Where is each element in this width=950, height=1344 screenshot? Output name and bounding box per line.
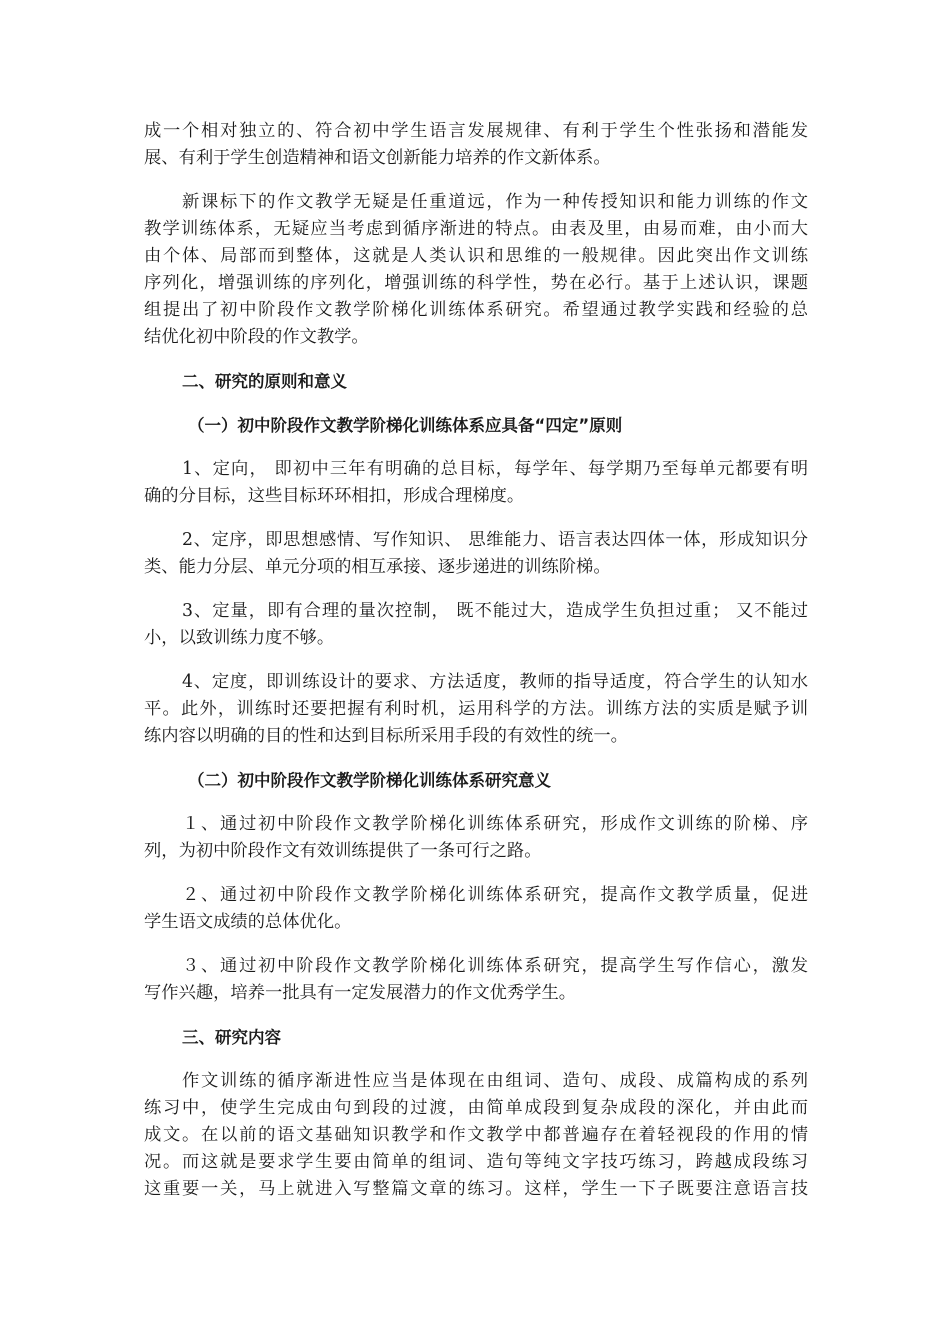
paragraph-line: 4、定度，即训练设计的要求、方法适度，教师的指导适度，符合学生的认知水 xyxy=(182,672,808,692)
paragraph-line: 练习中，使学生完成由句到段的过渡，由简单成段到复杂成段的深化，并由此而 xyxy=(144,1098,808,1118)
paragraph-line: 1、定向， 即初中三年有明确的总目标，每学年、每学期乃至每单元都要有明 xyxy=(182,459,808,479)
paragraph xyxy=(144,1068,808,1203)
paragraph-line: 成一个相对独立的、符合初中学生语言发展规律、有利于学生个性张扬和潜能发 xyxy=(144,121,808,141)
paragraph-line: 2、定序，即思想感情、写作知识、 思维能力、语言表达四体一体，形成知识分 xyxy=(182,530,808,550)
paragraph xyxy=(144,456,808,510)
section-heading: 三、研究内容 xyxy=(182,1028,281,1047)
paragraph-line: 序列化，增强训练的序列化，增强训练的科学性，势在必行。基于上述认识，课题 xyxy=(144,273,808,293)
paragraph-line: 学生语文成绩的总体优化。 xyxy=(144,912,352,932)
paragraph-line: 小，以致训练力度不够。 xyxy=(144,628,335,648)
paragraph-line: 作文训练的循序渐进性应当是体现在由组词、造句、成段、成篇构成的系列 xyxy=(182,1071,808,1091)
paragraph-line: 教学训练体系，无疑应当考虑到循序渐进的特点。由表及里，由易而难，由小而大 xyxy=(144,219,808,239)
paragraph-line: ２、通过初中阶段作文教学阶梯化训练体系研究，提高作文教学质量，促进 xyxy=(182,885,808,905)
paragraph-line: 由个体、局部而到整体，这就是人类认识和思维的一般规律。因此突出作文训练 xyxy=(144,246,808,266)
paragraph-line: 况。而这就是要求学生要由简单的组词、造句等纯文字技巧练习，跨越成段练习 xyxy=(144,1152,808,1172)
paragraph xyxy=(144,882,808,936)
paragraph-line: 这重要一关，马上就进入写整篇文章的练习。这样，学生一下子既要注意语言技 xyxy=(144,1179,808,1199)
section-heading: 二、研究的原则和意义 xyxy=(182,372,347,391)
paragraph-line: 成文。在以前的语文基础知识教学和作文教学中都普遍存在着轻视段的作用的情 xyxy=(144,1125,808,1145)
paragraph-line: 确的分目标，这些目标环环相扣，形成合理梯度。 xyxy=(144,486,525,506)
paragraph-line: 结优化初中阶段的作文教学。 xyxy=(144,327,369,347)
document-page xyxy=(144,118,808,1220)
paragraph xyxy=(144,189,808,351)
paragraph-line: 组提出了初中阶段作文教学阶梯化训练体系研究。希望通过教学实践和经验的总 xyxy=(144,300,808,320)
paragraph-line: 类、能力分层、单元分项的相互承接、逐步递进的训练阶梯。 xyxy=(144,557,611,577)
paragraph-line: 3、定量，即有合理的量次控制， 既不能过大，造成学生负担过重； 又不能过 xyxy=(182,601,808,621)
paragraph xyxy=(144,669,808,750)
paragraph xyxy=(144,598,808,652)
paragraph-line: 练内容以明确的目的性和达到目标所采用手段的有效性的统一。 xyxy=(144,726,628,746)
paragraph xyxy=(144,527,808,581)
paragraph-line: 新课标下的作文教学无疑是任重道远，作为一种传授知识和能力训练的作文 xyxy=(182,192,808,212)
paragraph-line: １、通过初中阶段作文教学阶梯化训练体系研究，形成作文训练的阶梯、序 xyxy=(182,814,808,834)
paragraph xyxy=(144,118,808,172)
paragraph-line: 写作兴趣，培养一批具有一定发展潜力的作文优秀学生。 xyxy=(144,983,577,1003)
paragraph-line: 列，为初中阶段作文有效训练提供了一条可行之路。 xyxy=(144,841,542,861)
subsection-heading: （二）初中阶段作文教学阶梯化训练体系研究意义 xyxy=(188,771,551,790)
paragraph xyxy=(144,953,808,1007)
paragraph-line: 平。此外，训练时还要把握有利时机，运用科学的方法。训练方法的实质是赋予训 xyxy=(144,699,808,719)
paragraph xyxy=(144,811,808,865)
paragraph-line: 展、有利于学生创造精神和语文创新能力培养的作文新体系。 xyxy=(144,148,611,168)
subsection-heading: （一）初中阶段作文教学阶梯化训练体系应具备“四定”原则 xyxy=(188,416,623,435)
paragraph-line: ３、通过初中阶段作文教学阶梯化训练体系研究，提高学生写作信心，激发 xyxy=(182,956,808,976)
